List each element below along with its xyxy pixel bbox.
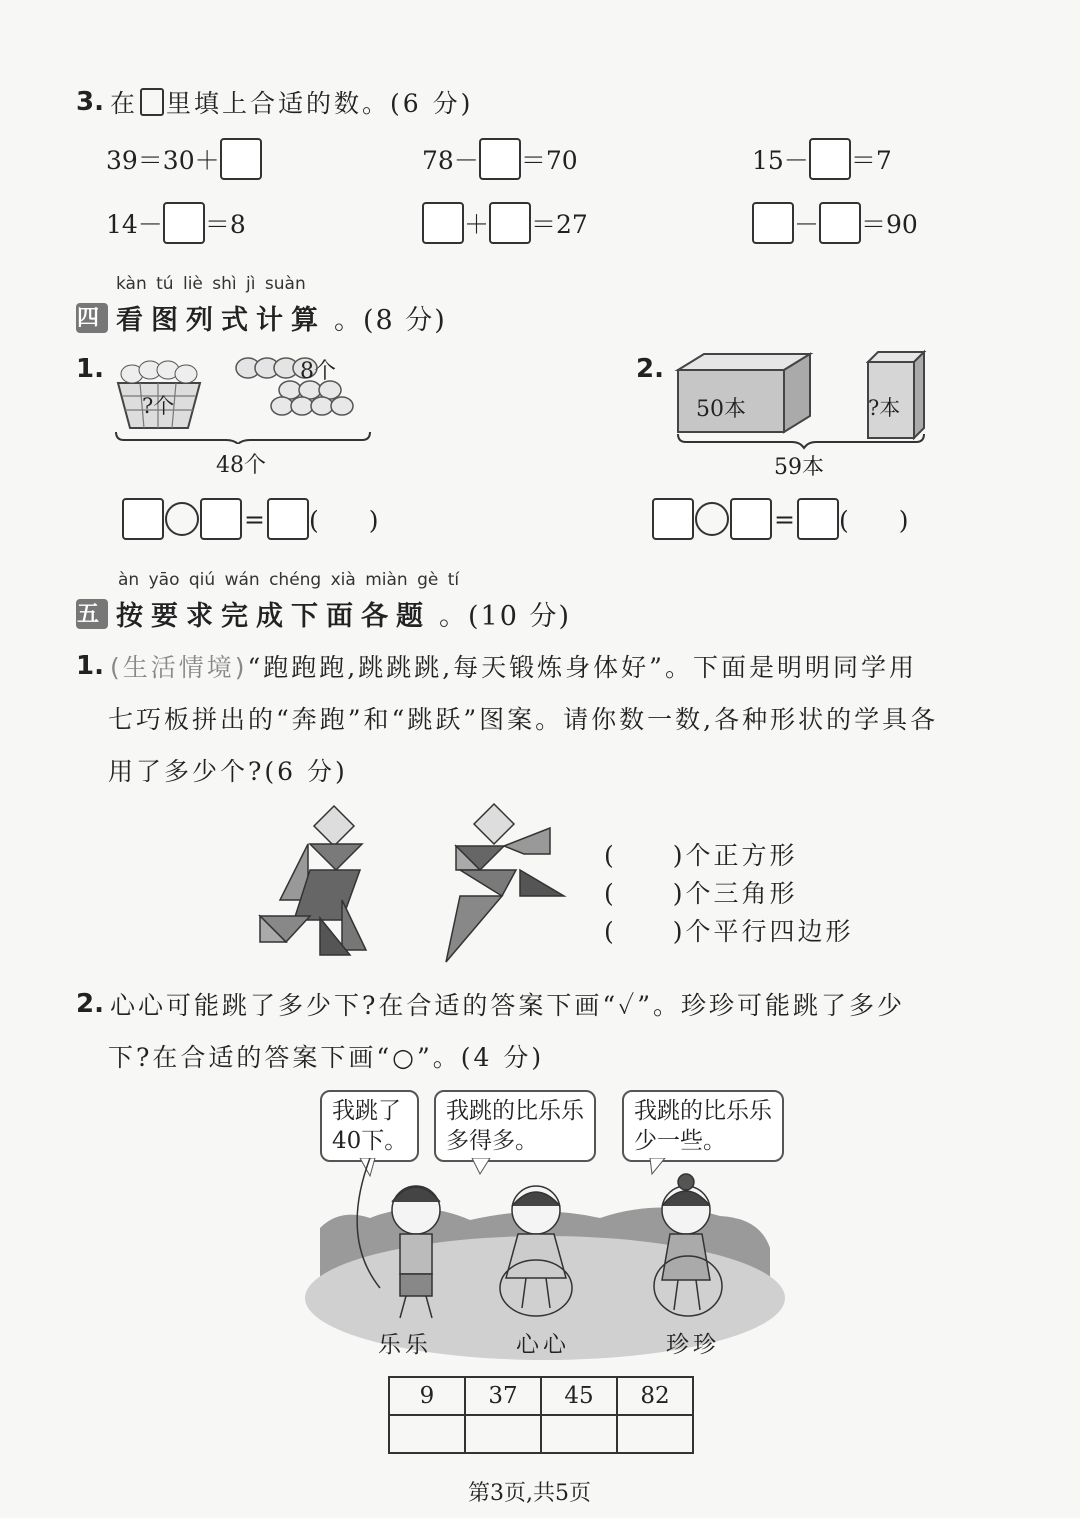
s5-q1-number: 1. — [76, 651, 104, 681]
operator-circle[interactable] — [695, 502, 729, 536]
bubble-line: 我跳了 — [332, 1098, 401, 1124]
eq-text: ＝27 — [531, 210, 588, 239]
parallelogram-count-blank[interactable]: ( )个平行四边形 — [604, 917, 854, 946]
bubble-line: 我跳的比乐乐 — [446, 1098, 584, 1124]
table-cell: 9 — [389, 1377, 465, 1415]
speech-bubble-xinxin — [434, 1090, 596, 1162]
section5-title: 按要求完成下面各题 — [116, 601, 431, 632]
unit-paren[interactable]: ( ) — [308, 506, 379, 535]
tangram-jumping-figure — [446, 804, 564, 962]
s4-problem1-number: 1. — [76, 354, 104, 384]
answer-box[interactable] — [267, 498, 309, 540]
answer-table — [388, 1376, 694, 1454]
page-footer: 第3页,共5页 — [468, 1481, 591, 1506]
peach-total-label: 48个 — [216, 453, 266, 478]
table-cell: 37 — [465, 1377, 541, 1415]
equation-1b — [422, 138, 578, 180]
answer-box[interactable] — [730, 498, 772, 540]
speech-bubble-zhenzhen — [622, 1090, 784, 1162]
answer-box[interactable] — [489, 202, 531, 244]
bubble-line: 少一些。 — [634, 1128, 726, 1154]
section5-header — [76, 594, 571, 633]
s5-q2-text2: 下?在合适的答案下画“○”。(4 分) — [108, 1043, 545, 1072]
triangle-count-blank[interactable]: ( )个三角形 — [604, 879, 798, 908]
s4-problem2-number: 2. — [636, 354, 664, 384]
q3-instruction: 里填上合适的数。(6 分) — [165, 89, 474, 118]
name-xinxin: 心心 — [516, 1332, 570, 1358]
section4-score: 。(8 分) — [334, 305, 447, 336]
table-row — [389, 1415, 693, 1453]
equation-1a — [106, 138, 262, 180]
eq-text: ＝70 — [520, 146, 578, 175]
tangram-figures — [250, 800, 580, 970]
bubble-line: 我跳的比乐乐 — [634, 1098, 772, 1124]
section5-pinyin: àn yāo qiú wán chéng xià miàn gè tí — [118, 570, 460, 590]
operator-circle[interactable] — [165, 502, 199, 536]
table-row — [389, 1377, 693, 1415]
tangram-running-figure — [260, 806, 366, 955]
answer-box[interactable] — [752, 202, 794, 244]
sample-box — [140, 88, 164, 116]
context-tag: (生活情境) — [109, 653, 248, 682]
section4-badge: 四 — [76, 304, 107, 331]
s5-q1-text2: 七巧板拼出的“奔跑”和“跳跃”图案。请你数一数,各种形状的学具各 — [108, 705, 939, 734]
table-cell: 45 — [541, 1377, 617, 1415]
s4-p1-answer-row: = ( ) — [122, 498, 378, 540]
mark-cell[interactable] — [617, 1415, 693, 1453]
book-total-label: 59本 — [774, 455, 824, 480]
name-lele: 乐乐 — [378, 1332, 432, 1358]
eq-text: 39＝30＋ — [106, 146, 220, 175]
basket-label: ?个 — [142, 394, 175, 418]
s5-q1-text3: 用了多少个?(6 分) — [108, 757, 348, 786]
s5-q1-line1 — [76, 648, 917, 684]
eq-text: 14－ — [106, 210, 163, 239]
section4-header — [76, 298, 447, 337]
eq-text: ＝7 — [850, 146, 892, 175]
small-box-label: ?本 — [868, 396, 901, 420]
mark-cell[interactable] — [541, 1415, 617, 1453]
s5-q2-line1 — [76, 986, 905, 1022]
eq-text: ＝8 — [204, 210, 246, 239]
answer-box[interactable] — [479, 138, 521, 180]
answer-box[interactable] — [797, 498, 839, 540]
eq-text: － — [794, 210, 820, 239]
unit-paren[interactable]: ( ) — [838, 506, 909, 535]
s5-q2-number: 2. — [76, 989, 104, 1019]
equation-2c — [752, 202, 918, 244]
s4-p2-answer-row: = ( ) — [652, 498, 908, 540]
eq-text: ＝90 — [861, 210, 918, 239]
s5-q2-text1: 心心可能跳了多少下?在合适的答案下画“✓”。珍珍可能跳了多少 — [109, 991, 906, 1020]
answer-box[interactable] — [809, 138, 851, 180]
answer-box[interactable] — [200, 498, 242, 540]
bubble-line: 多得多。 — [446, 1128, 538, 1154]
section4-pinyin: kàn tú liè shì jì suàn — [116, 274, 306, 294]
section4-title: 看图列式计算 — [116, 305, 326, 336]
answer-box[interactable] — [652, 498, 694, 540]
equation-2a — [106, 202, 246, 244]
equation-1c — [752, 138, 892, 180]
section5-badge: 五 — [76, 600, 107, 627]
big-box-label: 50本 — [696, 397, 746, 422]
answer-box[interactable] — [220, 138, 262, 180]
mark-cell[interactable] — [465, 1415, 541, 1453]
equation-2b — [422, 202, 588, 244]
answer-box[interactable] — [422, 202, 464, 244]
table-cell: 82 — [617, 1377, 693, 1415]
answer-box[interactable] — [163, 202, 205, 244]
q3-prefix: 在 — [109, 89, 138, 118]
q3-header — [76, 84, 473, 120]
section5-score: 。(10 分) — [439, 601, 572, 632]
mark-cell[interactable] — [389, 1415, 465, 1453]
bubble-line: 40下。 — [332, 1128, 408, 1154]
q3-number: 3. — [76, 87, 104, 117]
speech-bubble-lele — [320, 1090, 419, 1162]
answer-box[interactable] — [819, 202, 861, 244]
square-count-blank[interactable]: ( )个正方形 — [604, 841, 798, 870]
answer-box[interactable] — [122, 498, 164, 540]
eq-text: ＋ — [464, 210, 490, 239]
s5-q1-text1: “跑跑跑,跳跳跳,每天锻炼身体好”。下面是明明同学用 — [247, 653, 917, 682]
total-brace — [116, 432, 370, 444]
eq-text: 15－ — [752, 146, 809, 175]
eq-text: 78－ — [422, 146, 479, 175]
name-zhenzhen: 珍珍 — [666, 1332, 720, 1358]
peach-count-label: 8个 — [300, 359, 336, 384]
